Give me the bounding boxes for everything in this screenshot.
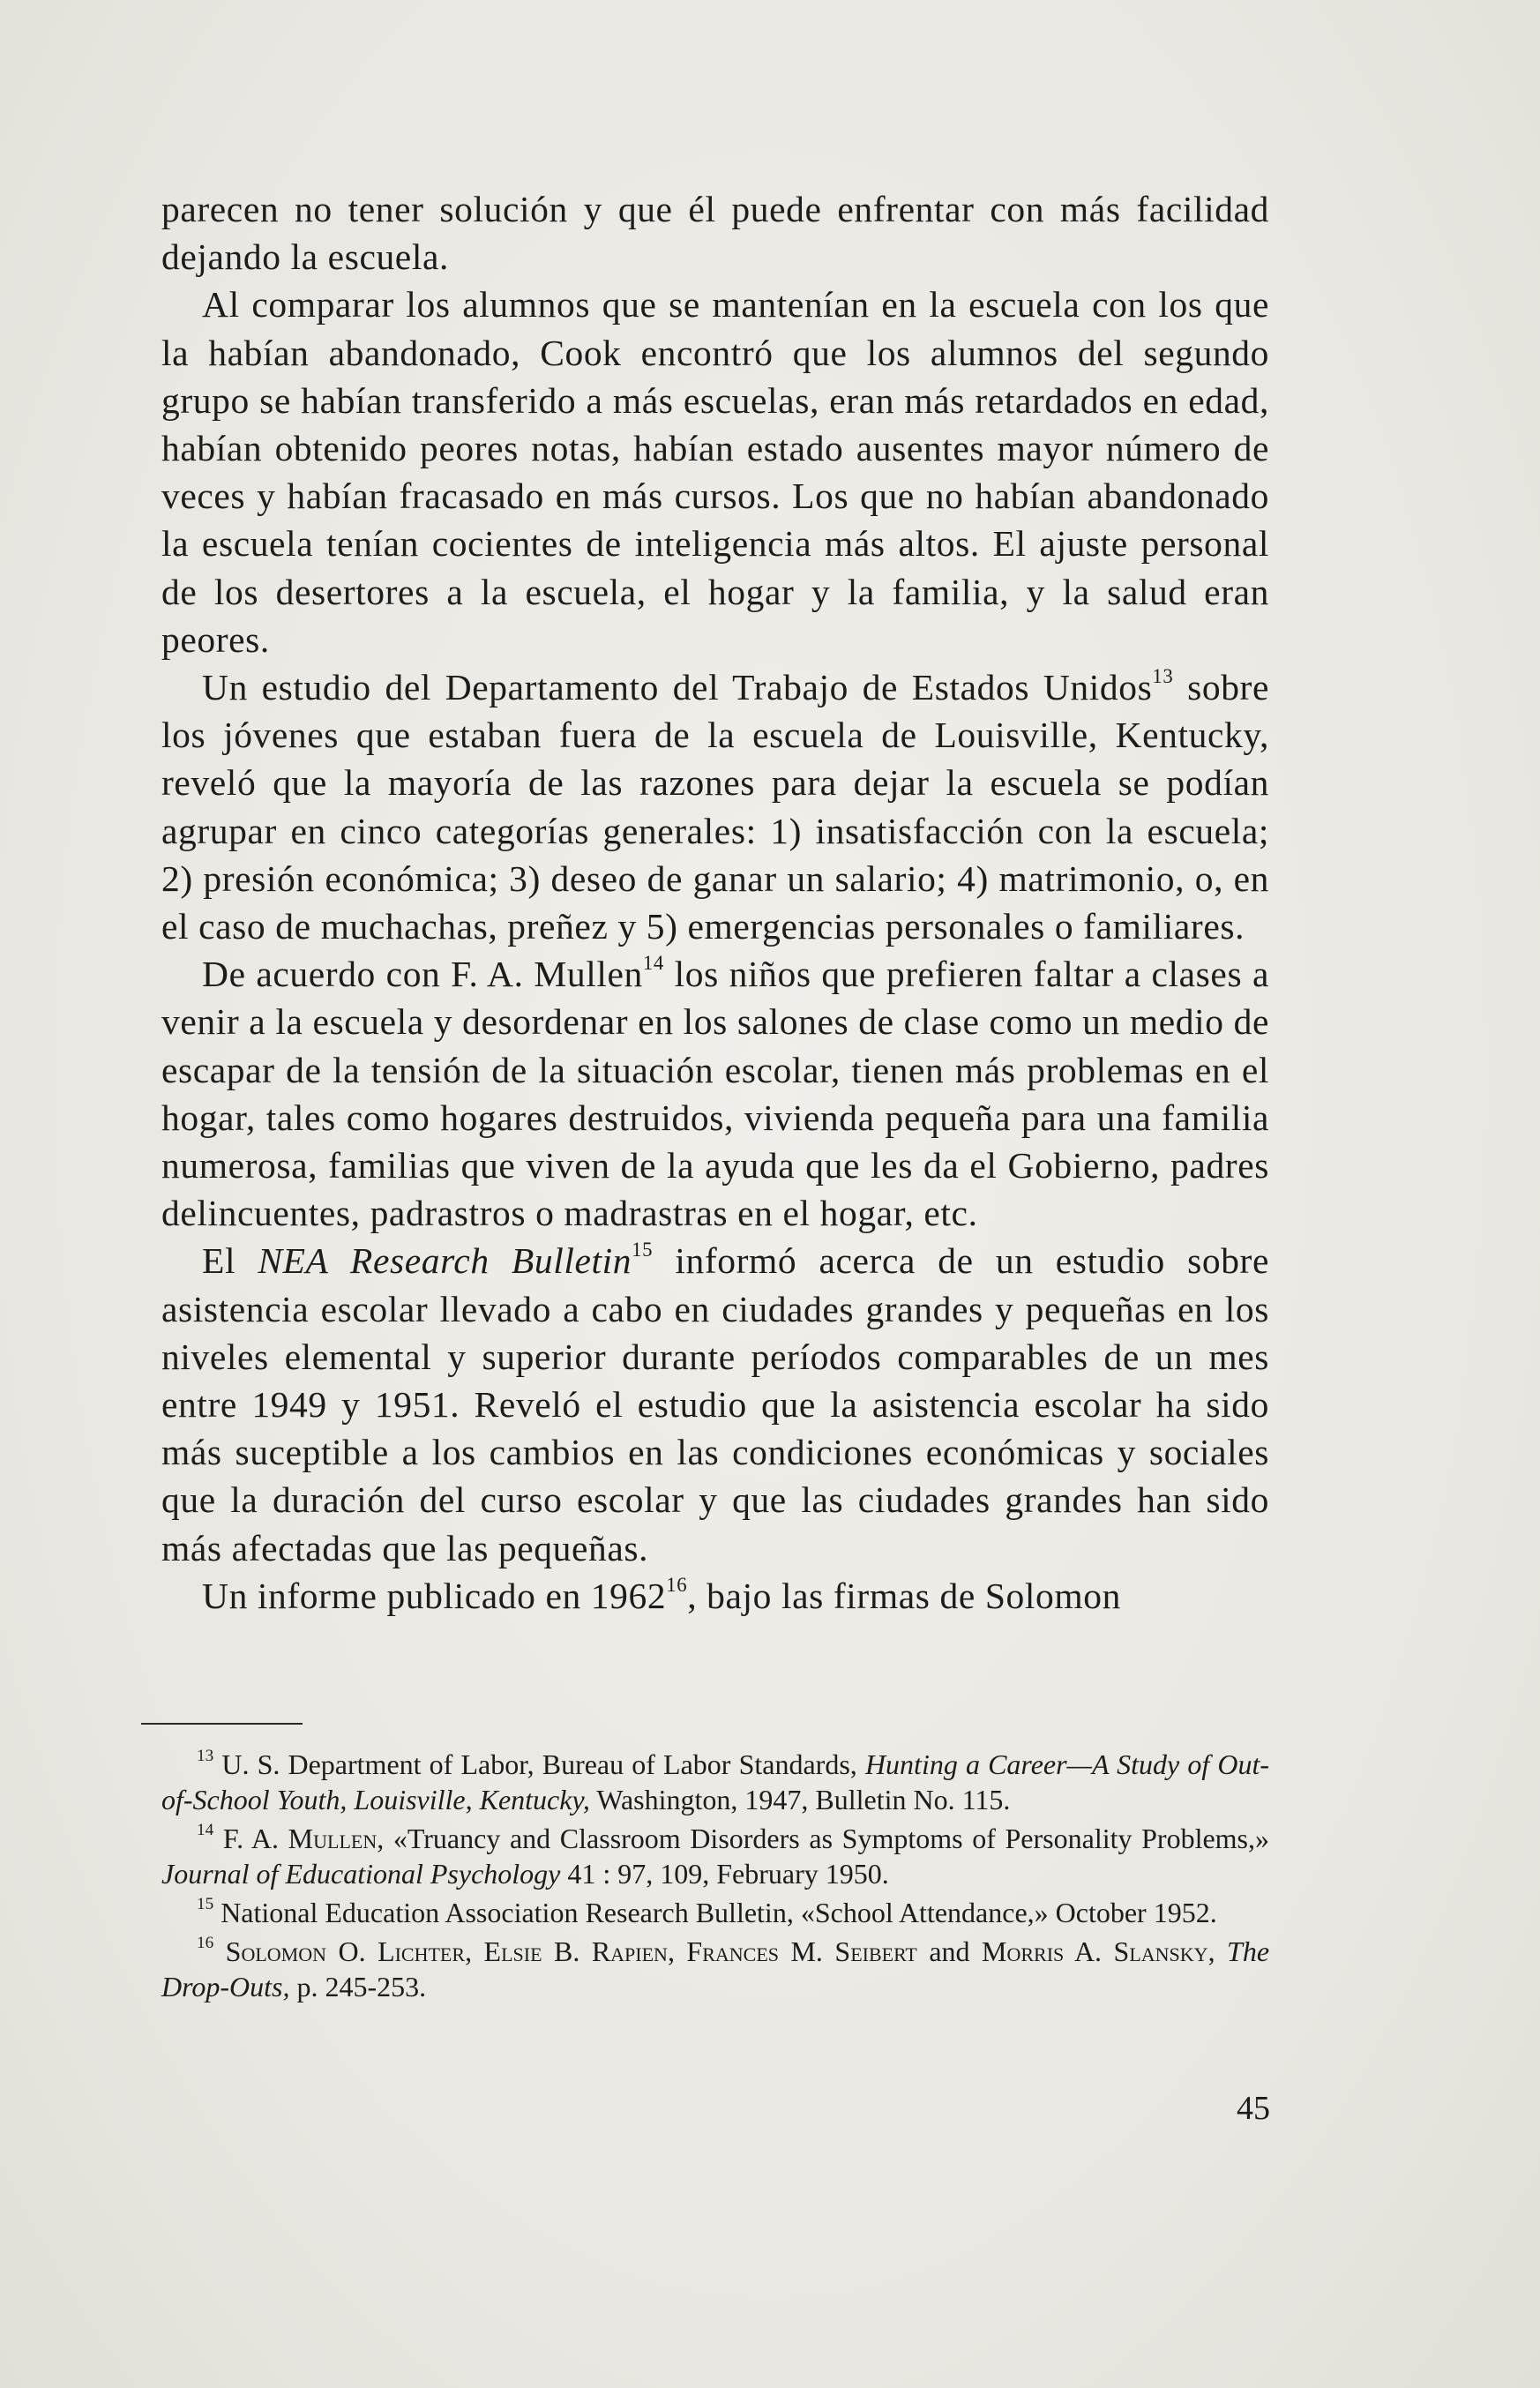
footnote-author: Frances (686, 1935, 779, 1967)
publication-title: NEA Research Bulletin (258, 1240, 632, 1282)
footnote-15 (161, 1895, 1269, 1930)
paragraph-3-text: Un estudio del Departamento del Trabajo de Estados Unidos (202, 667, 1153, 708)
paragraph-4-text-cont: los niños que prefieren faltar a clases a venir a la escuela y desordenar en los salones de clase como un medio de escapar de la tensión de la situación escolar, tienen más problemas en el hogar, tales como hogares destruidos, vivienda pequeña para una familia numerosa, familias que viven de la ayuda que les da el Gobierno, padres delincuentes, padrastros o madrastras en el hogar, etc. (161, 954, 1270, 1234)
footnote-text: , (1207, 1935, 1228, 1967)
footnote-ref-14: 14 (642, 951, 664, 974)
footnote-author: Elsie (483, 1935, 542, 1967)
paragraph-3-text-cont: sobre los jóvenes que estaban fuera de la escuela de Louisville, Kentucky, reveló que la mayoría de las razones para dejar la escuela se podían agrupar en cinco categorías generales: 1) insatisfacción con la escuela; 2) presión económica; 3) deseo de ganar un salario; 4) matrimonio, o, en el caso de muchachas, preñez y 5) emergencias personales o familiares. (161, 667, 1269, 947)
footnote-number: 16 (197, 1933, 214, 1952)
paragraph-3 (161, 663, 1269, 950)
footnote-author: Seibert (834, 1935, 917, 1967)
footnote-number: 14 (197, 1820, 214, 1839)
footnote-ref-13: 13 (1152, 664, 1174, 687)
footnote-text: M. (779, 1935, 835, 1967)
page-number: 45 (1237, 2090, 1270, 2127)
paragraph-1 (161, 185, 1269, 281)
footnote-ref-15: 15 (632, 1239, 654, 1261)
paragraph-2-text: Al comparar los alumnos que se mantenían en la escuela con los que la habían abandonado, Cook encontró que los alumnos del segundo grupo se habían transferido a más escuelas, eran más retardados en edad, habían obtenido peores notas, habían estado ausentes mayor número de veces y habían fracasado en más cursos. Los que no habían abandonado la escuela tenían cocientes de inteligencia más altos. El ajuste personal de los desertores a la escuela, el hogar y la familia, y la salud eran peores. (161, 284, 1269, 660)
footnote-number: 15 (197, 1894, 214, 1913)
footnote-text: , (667, 1935, 687, 1967)
footnote-text: 41 : 97, 109, February 1950. (560, 1858, 889, 1890)
paragraph-6-text: Un informe publicado en 1962 (202, 1575, 667, 1616)
paragraph-1-text: parecen no tener solución y que él puede enfrentar con más facilidad dejando la escuela. (161, 189, 1269, 278)
footnote-ref-16: 16 (666, 1573, 688, 1596)
footnote-author: Rapien (591, 1935, 668, 1967)
paragraph-5-text: El (202, 1240, 258, 1282)
footnote-text: O. (326, 1935, 378, 1967)
footnote-author: F. A. (222, 1823, 288, 1854)
footnote-text: B. (542, 1935, 592, 1967)
footnote-author: Lichter (378, 1935, 466, 1967)
footnote-title: Journal of Educational Psychology (161, 1858, 561, 1890)
footnote-16 (161, 1934, 1269, 2004)
footnote-title: Hunting a Career—A Study of Out-of-School Youth, Louisville, Kentucky, (161, 1748, 1270, 1815)
footnote-title: The Drop-Outs, (161, 1935, 1270, 2002)
footnote-text: National Education Association Research Bulletin, «School Attendance,» October 1952. (221, 1897, 1217, 1928)
body-text (161, 185, 1269, 1620)
paragraph-6-text-cont: , bajo las firmas de Solomon (687, 1575, 1121, 1616)
paragraph-5-text-cont: informó acerca de un estudio sobre asistencia escolar llevado a cabo en ciudades grandes y pequeñas en los niveles elemental y superior durante períodos comparables de un mes entre 1949 y 1951. Reveló el estudio que la asistencia escolar ha sido más suceptible a los cambios en las condiciones económicas y sociales que la duración del curso escolar y que las ciudades grandes han sido más afectadas que las pequeñas. (161, 1240, 1269, 1568)
footnote-text: A. (1064, 1935, 1114, 1967)
footnote-text: U. S. Department of Labor, Bureau of Labor Standards, (221, 1748, 865, 1780)
footnote-14 (161, 1821, 1269, 1891)
paragraph-4-text: De acuerdo con F. A. Mullen (202, 954, 643, 995)
footnote-author: Mullen (288, 1823, 378, 1854)
paragraph-2 (161, 281, 1269, 663)
paragraph-6 (161, 1572, 1269, 1620)
footnote-number: 13 (197, 1746, 214, 1765)
footnote-text: , (465, 1935, 484, 1967)
footnote-text: and (916, 1935, 982, 1967)
footnote-author: Solomon (225, 1935, 327, 1967)
footnote-author: Slansky (1113, 1935, 1208, 1967)
footnote-text: , «Truancy and Classroom Disorders as Symptoms of Personality Problems,» (377, 1823, 1270, 1854)
paragraph-4 (161, 950, 1269, 1237)
paragraph-5 (161, 1237, 1269, 1571)
footnotes (161, 1747, 1269, 2008)
footnote-13 (161, 1747, 1269, 1817)
footnote-divider (141, 1723, 303, 1725)
footnote-author: Morris (982, 1935, 1065, 1967)
footnote-text: p. 245-253. (289, 1971, 427, 2002)
footnote-text: Washington, 1947, Bulletin No. 115. (589, 1784, 1011, 1815)
